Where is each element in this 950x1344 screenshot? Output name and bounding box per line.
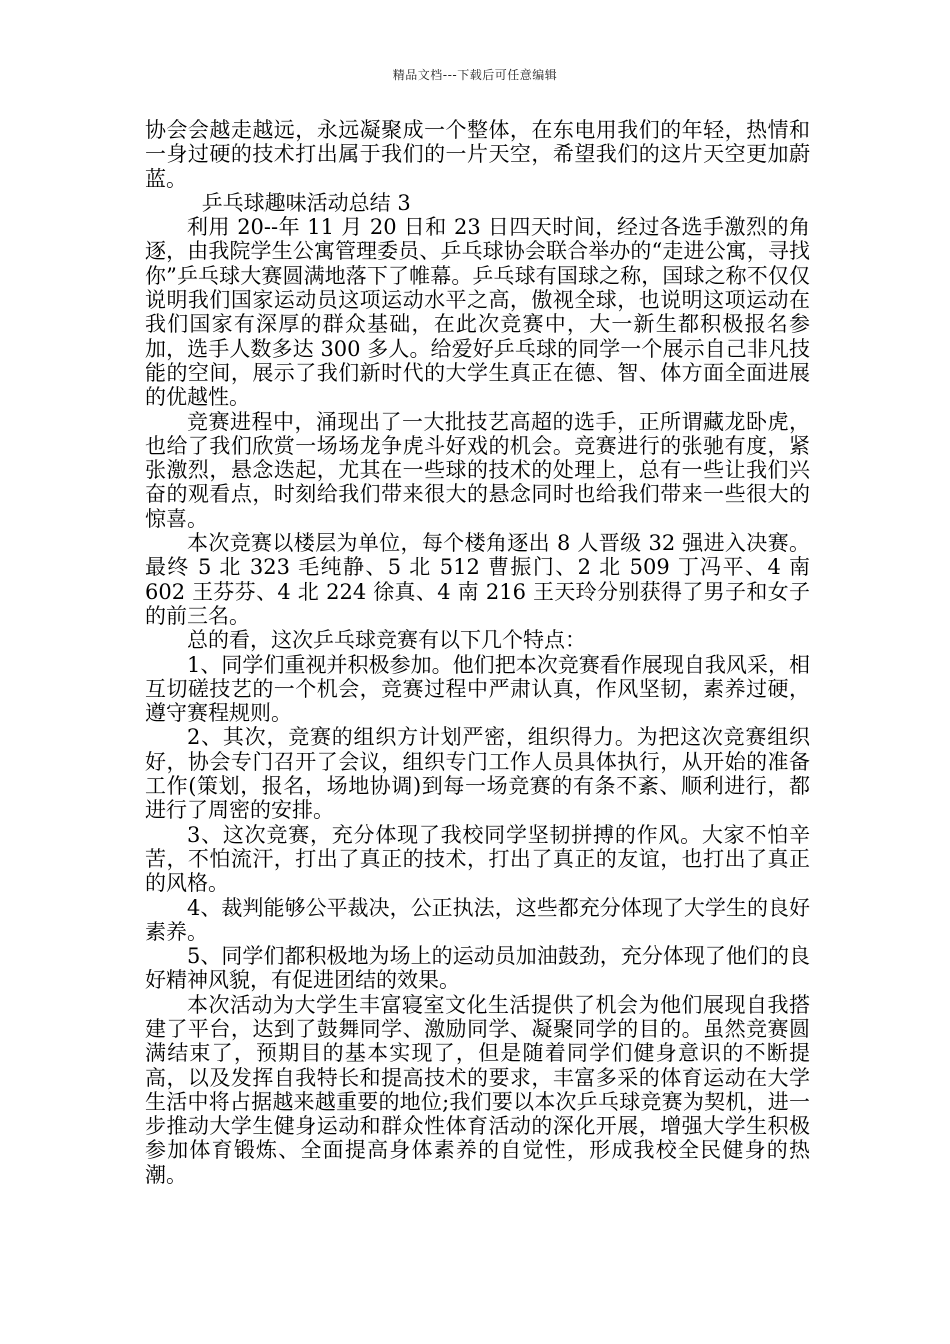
list-item-5: 5、同学们都积极地为场上的运动员加油鼓劲，充分体现了他们的良好精神风貌，有促进团结的效果。 [145,944,810,993]
paragraph-features-intro: 总的看，这次乒乓球竞赛有以下几个特点： [187,628,586,653]
section-title: 乒乓球趣味活动总结 3 [201,190,411,215]
paragraph-conclusion: 本次活动为大学生丰富寝室文化生活提供了机会为他们展现自我搭建了平台，达到了鼓舞同学、激励同学、凝聚同学的目的。虽然竞赛圆满结束了，预期目的基本实现了，但是随着同学们健身意识的不断提高，以及发挥自我特长和提高技术的要求，丰富多采的体育运动在大学生活中将占据越来越重要的地位;我们要以本次乒乓球竞赛为契机，进一步推动大学生健身运动和群众性体育活动的深化开展，增强大学生积极参加体育锻炼、全面提高身体素养的自觉性，形成我校全民健身的热潮。 [145,992,810,1187]
paragraph-process: 竞赛进程中，涌现出了一大批技艺高超的选手，正所谓藏龙卧虎，也给了我们欣赏一场场龙争虎斗好戏的机会。竞赛进行的张驰有度，紧张激烈，悬念迭起，尤其在一些球的技术的处理上，总有一些让我们兴奋的观看点，时刻给我们带来很大的悬念同时也给我们带来一些很大的惊喜。 [145,409,810,531]
paragraph-intro: 利用 20--年 11 月 20 日和 23 日四天时间，经过各选手激烈的角逐，由我院学生公寓管理委员、乒乓球协会联合举办的“走进公寓，寻找你”乒乓球大赛圆满地落下了帷幕。乒乓球有国球之称，国球之称不仅仅说明我们国家运动员这项运动水平之高，傲视全球，也说明这项运动在我们国家有深厚的群众基础，在此次竞赛中，大一新生都积极报名参加，选手人数多达 300 多人。给爱好乒乓球的同学一个展示自己非凡技能的空间，展示了我们新时代的大学生真正在德、智、体方面全面进展的优越性。 [145,215,810,410]
page-header: 精品文档---下载后可任意编辑 [392,68,558,82]
list-item-1: 1、同学们重视并积极参加。他们把本次竞赛看作展现自我风采，相互切磋技艺的一个机会，竞赛过程中严肃认真，作风坚韧，素养过硬，遵守赛程规则。 [145,652,810,726]
list-item-4: 4、裁判能够公平裁决，公正执法，这些都充分体现了大学生的良好素养。 [145,895,810,944]
paragraph-results: 本次竞赛以楼层为单位，每个楼角逐出 8 人晋级 32 强进入决赛。最终 5 北 323 毛纯静、5 北 512 曹振门、2 北 509 丁冯平、4 南 602 王芬芬、4 北 224 徐真、4 南 216 王天玲分别获得了男子和女子的前三名。 [145,531,810,628]
paragraph-continuation: 协会会越走越远，永远凝聚成一个整体，在东电用我们的年轻，热情和一身过硬的技术打出属于我们的一片天空，希望我们的这片天空更加蔚蓝。 [145,118,810,191]
list-item-2: 2、其次，竞赛的组织方计划严密，组织得力。为把这次竞赛组织好，协会专门召开了会议，组织专门工作人员具体执行，从开始的准备工作(策划，报名，场地协调)到每一场竞赛的有条不紊、顺利进行，都进行了周密的安排。 [145,725,810,823]
list-item-3: 3、这次竞赛，充分体现了我校同学坚韧拼搏的作风。大家不怕辛苦，不怕流汗，打出了真正的技术，打出了真正的友谊，也打出了真正的风格。 [145,822,810,896]
document-body [145,118,810,1187]
